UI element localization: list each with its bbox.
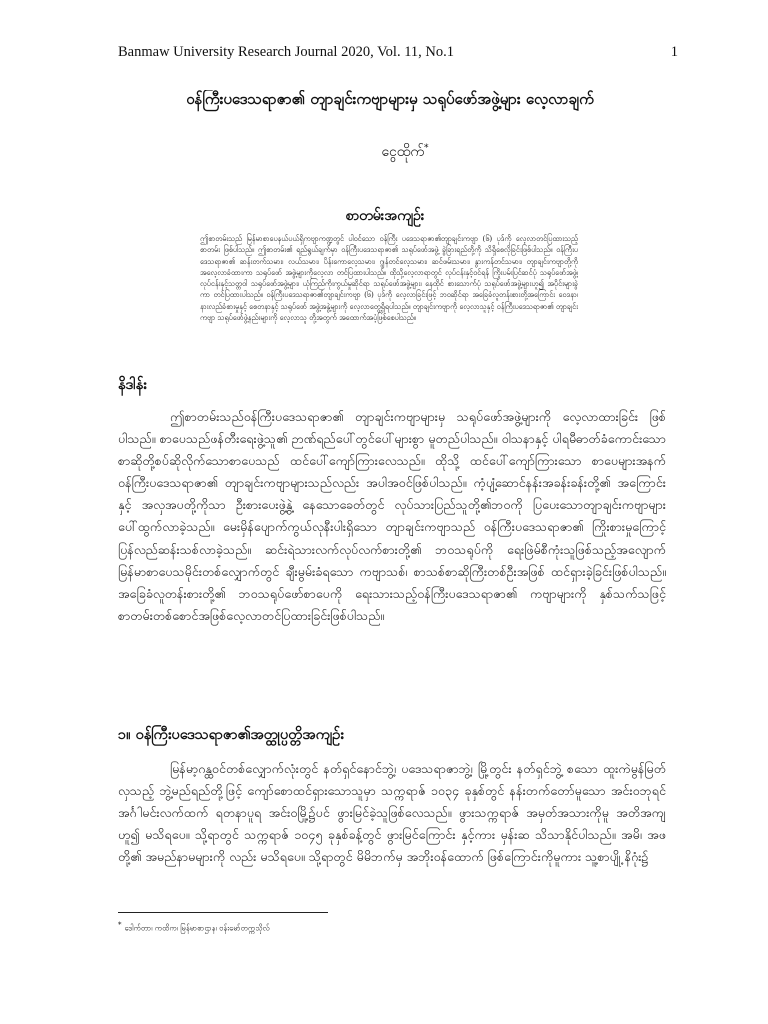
abstract-text: ဤစာတမ်းသည် မြန်မာစာပေနယ်ပယ်ရှိကဗျာကဏ္ဍတွင် ပါဝင်သော ဝန်ကြီး ပဒေသရာဇာ၏တျာချင်းကဗျာ (၆) ပုဒ်ကို လေ့လာတင်ပြထားသည့်စာတမ်း ဖြစ်ပါသည်။ ဤစာတမ်း၏ ရည်ရွယ်ချက်မှာ ဝန်ကြီးပဒေသရာဇာ၏ သရုပ်ဖော်အဖွဲ့ ခွဲခြားရည်တို့ကို သိရှိစေလိုခြင်းဖြစ်ပါသည်။ ဝန်ကြီးပဒေသရာဇာ၏ ဆန်းတက်သမား၊ လယ်သမား၊ ပိန်းကောလေ့သမား၊ ဂျွန်တင်လေ့သမား၊ ဆင်ဖမ်းသမား၊ နွားကန်တင်သမား၊ တျာချင်းကဗျာတို့ကို အလေ့လာခံထားကာ သရုပ်ဖော် အဖွဲ့များကိုလေ့လာ တင်ပြထားပါသည်။ ထိုသို့လေ့လာရာတွင် လုပ်ငန်းနှင့်ဝင်ရန် ကြိုးပမ်းပြင်ဆင်ပုံ သရုပ်ဖော်အဖွဲ့၊ လုပ်ငန်းနှင့်သတ္တဝါ သရုပ်ဖော်အဖွဲ့များ၊ ယုံကြည်ကိုးကွယ်မှုဆိုင်ရာ သရုပ်ဖော်အဖွဲ့များ၊ နေထိုင် စားသောက်ပုံ သရုပ်ဖော်အဖွဲ့များဟူ၍ အပိုင်းများခွဲကာ တင်ပြထားပါသည်။ ဝန်ကြီးပဒေသရာဇာ၏တျာချင်းကဗျာ (၆) ပုဒ်ကို လေ့လာခြင်းဖြင့် ဘဝဆိုင်ရာ အခြေခံလူတန်းစားတို့အကြောင်း ဝေဒနာ၊ နားလည်ခံစားမှုနှင့် စေတနာနှင့် သရုပ်ဖော် အဖွဲ့အနွဲ့များကို လေ့လာတွေ့ရှိရပါသည်။ တျာချင်းကဗျာကို လေ့လာသူနှင့် ဝန်ကြီးပဒေသရာဇာ၏ တျာချင်းကဗျာ သရုပ်ဖော်ဖွဲ့နည်းများကို လေ့လာသူ တို့အတွက် အထောက်အပံ့ဖြစ်စေပါသည်။: [200, 234, 578, 323]
page-number: 1: [670, 44, 678, 60]
author-name: ငွေထိုက်: [381, 144, 425, 160]
abstract-heading: စာတမ်းအကျဉ်း: [345, 208, 425, 224]
abstract-block: [200, 233, 578, 323]
footnote-mark: *: [118, 921, 122, 929]
journal-citation: Banmaw University Research Journal 2020, Vol. 11, No.1: [118, 44, 455, 60]
footnote-text: ဒေါက်တာ၊ ကထိက၊ မြန်မာစာဌာန၊ ဗန်းမော်တက္ကသိုလ်: [124, 923, 270, 933]
footnote-divider: [118, 912, 328, 913]
author-footnote-mark: *: [424, 143, 429, 154]
running-header: [118, 44, 678, 61]
footnote: [118, 920, 518, 934]
intro-paragraph: ဤစာတမ်းသည်ဝန်ကြီးပဒေသရာဇာ၏ တျာချင်းကဗျာများမှ သရုပ်ဖော်အဖွဲ့များကို လေ့လာထားခြင်း ဖြစ်ပါသည်။ စာပေသည်ဖန်တီးရေးဖွဲ့သူ၏ ဉာဏ်ရည်ပေါ်တွင်ပေါ်များစွာ မူတည်ပါသည်။ ဝါသနာနှင့် ပါရမီဓာတ်ခံကောင်းသော စာဆိုတို့စပ်ဆိုလိုက်သောစာပေသည် ထင်ပေါ်ကျော်ကြားလေသည်။ ထိုသို့ ထင်ပေါ်ကျော်ကြားသော စာပေများအနက် ဝန်ကြီးပဒေသရာဇာ၏ တျာချင်းကဗျာများသည်လည်း အပါအဝင်ဖြစ်ပါသည်။ ကံ့ပျံ့ဆောင်နန်းအခန်းခန်းတို့၏ အကြောင်းနှင့် အလှအပတို့ကိုသာ ဦးစားပေးဖွဲ့နွဲ့ နေသောခေတ်တွင် လုပ်သားပြည်သူတို့၏ဘဝကို ပြပေးသောတျာချင်းကဗျာများပေါ်ထွက်လာခဲ့သည်။ မေးမှိန်ပျောက်ကွယ်လုနီးပါးရှိသော တျာချင်းကဗျာသည် ဝန်ကြီးပဒေသရာဇာ၏ ကြိုးစားမှုကြောင့် ပြန်လည်ဆန်းသစ်လာခဲ့သည်။ ဆင်းရဲသားလက်လုပ်လက်စားတို့၏ ဘဝသရုပ်ကို ရေးဖြဲမ်စီကုံးသူဖြစ်သည့်အလျောက် မြန်မာစာပေသမိုင်းတစ်လျှောက်တွင် ချီးမွမ်းခံရသော ကဗျာသစ်၊ စာသစ်စာဆိုကြီးတစ်ဦးအဖြစ် ထင်ရှားခဲ့ခြင်းဖြစ်ပါသည်။ အခြေခံလူတန်းစားတို့၏ ဘဝသရုပ်ဖော်စာပေကို ရေးသားသည့်ဝန်ကြီးပဒေသရာဇာ၏ ကဗျာများကို နှစ်သက်သဖြင့် စာတမ်းတစ်စောင်အဖြစ်လေ့လာတင်ပြထားခြင်းဖြစ်ပါသည်။: [118, 409, 666, 623]
section-1-body: [118, 758, 666, 868]
author-line: [330, 142, 480, 163]
section-1-heading: ၁။ ဝန်ကြီးပဒေသရာဇာ၏အတ္ထုပ္ပတ္တိအကျဉ်း: [118, 726, 344, 743]
intro-body: [118, 406, 666, 627]
paper-title: ဝန်ကြီးပဒေသရာဇာ၏ တျာချင်းကဗျာများမှ သရုပ်ဖော်အဖွဲ့များ လေ့လာချက်: [186, 90, 594, 108]
intro-heading: နိဒါန်း: [118, 376, 147, 393]
section-1-paragraph: မြန်မာ့ဂန္ထဝင်တစ်လျှောက်လုံးတွင် နတ်ရှင်နောင်ဘွဲ့၊ ပဒေသရာဇာဘွဲ့၊ မြို့တွင်း နတ်ရှင်ဘွဲ့ စသော ထူးကဲမွန်မြတ်လှသည့် ဘွဲ့မည်ရည်တို့ဖြင့် ကျော်စောထင်ရှားသောသူမှာ သက္ကရာဇ် ၁၀၃၄ ခုနှစ်တွင် နန်းတက်တော်မူသော အင်းဝဘုရင် အင်္ဂါမင်းလက်ထက် ရတနာပူရ အင်းဝမြို့၌ပင် ဖွားမြင်ခဲ့သူဖြစ်လေသည်။ ဖွားသက္ကရာဇ် အမှတ်အသားကိုမူ အတိအကျ ဟူ၍ မသိရပေ။ သို့ရာတွင် သက္ကရာဇ် ၁၀၄၅ ခုနှစ်ခန့်တွင် ဖွားမြင်ကြောင်း နှင့်ကား မှန်းဆ သိသာနိုင်ပါသည်။ အမိ၊ အဖတို့၏ အမည်နာမများကို လည်း မသိရပေ။ သို့ရာတွင် မိမိဘက်မှ အဘိုးဝန်ထောက် ဖြစ်ကြောင်းကိုမူကား သူ့စာပျို့ နိဂုံး၌: [118, 761, 666, 865]
